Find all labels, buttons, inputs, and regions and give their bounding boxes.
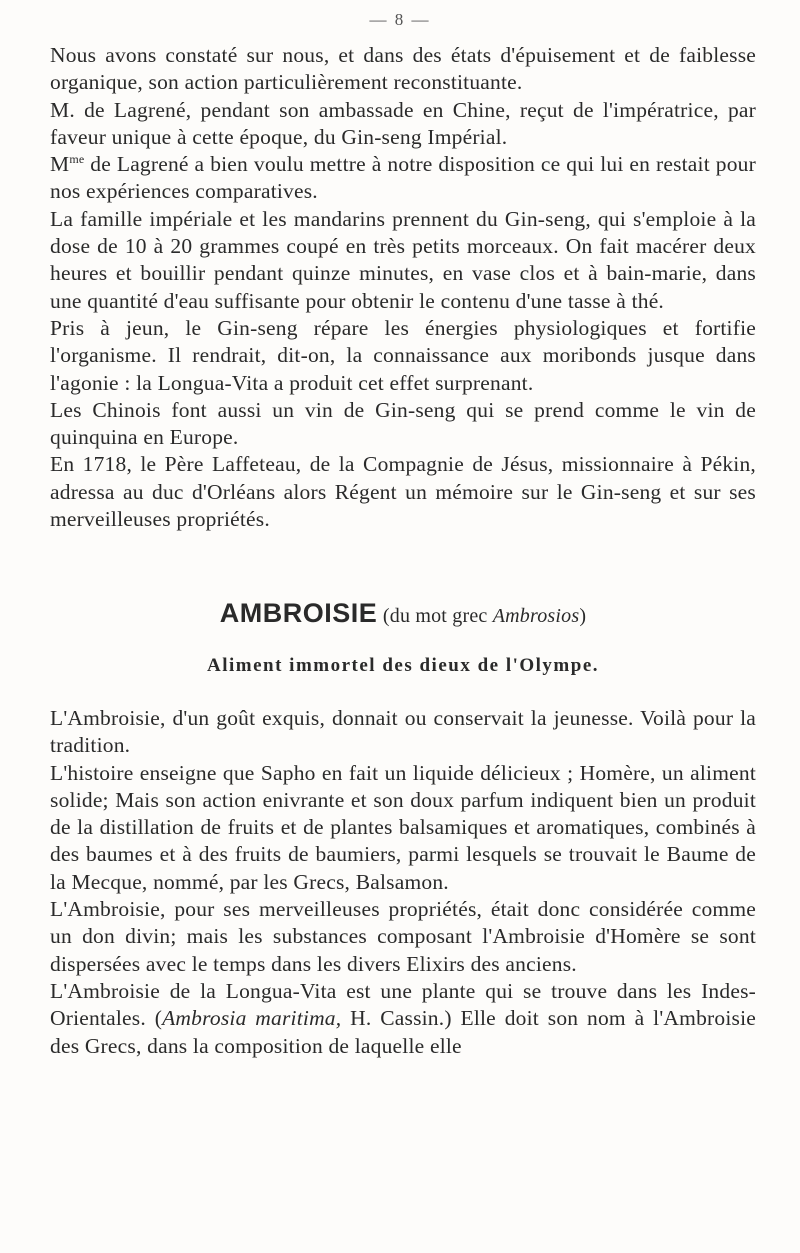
paragraph-3-text: de Lagrené a bien voulu mettre à notre disposition ce qui lui en restait pour nos expériences comparatives. (50, 152, 756, 204)
etymology-greek-word: Ambrosios (492, 605, 580, 628)
paragraph-6: Les Chinois font aussi un vin de Gin-seng qui se prend comme le vin de quinquina en Europe. (50, 397, 756, 450)
paragraph-5: Pris à jeun, le Gin-seng répare les énergies physiologiques et fortifie l'organisme. Il rendrait, dit-on, la connaissance aux moribonds jusque dans l'agonie : la Longua-Vita a produit cet effet surprenant. (50, 315, 756, 395)
paragraph-7: En 1718, le Père Laffeteau, de la Compagnie de Jésus, missionnaire à Pékin, adressa au duc d'Orléans alors Régent un mémoire sur le Gin-seng et sur ses merveilleuses propriétés. (50, 452, 756, 532)
paragraph-2: M. de Lagrené, pendant son ambassade en Chine, reçut de l'impératrice, par faveur unique à cette époque, du Gin-seng Impérial. (50, 97, 756, 149)
section-title: AMBROISIE (219, 598, 378, 629)
paragraph-4: La famille impériale et les mandarins prennent du Gin-seng, qui s'emploie à la dose de 10 à 20 grammes coupé en très petits morceaux. On fait macérer deux heures et bouillir pendant quinze minutes, en vase clos et à bain-marie, dans une quantité d'eau suffisante pour obtenir le contenu d'une tasse à thé. (50, 206, 756, 313)
mme-abbrev: M (50, 152, 70, 177)
species-name: Ambrosia maritima, (162, 1006, 342, 1031)
paragraph-9: L'histoire enseigne que Sapho en fait un liquide délicieux ; Homère, un aliment solide; Mais son action enivrante et son doux parfum indiquent bien un produit de la distillation de fruits et de plantes balsamiques et aromatiques, combinés à des baumes et à des fruits de baumiers, parmi lesquels se trouvait le Baume de la Mecque, nommé, par les Grecs, Balsamon. (50, 760, 756, 894)
heading-line (50, 600, 756, 630)
etymology-suffix: ) (579, 605, 587, 628)
etymology-prefix: (du mot grec (382, 605, 493, 628)
paragraph-11-suffix: H. Cassin.) Elle doit son nom à l'Ambroisie des Grecs, dans la composition de laquelle elle (50, 1006, 756, 1058)
title-etymology (383, 605, 586, 627)
page-number: — 8 — (369, 10, 431, 29)
page-body (50, 42, 756, 1060)
paragraph-11-prefix: L'Ambroisie de la Longua-Vita est une plante qui se trouve dans les Indes-Orientales. ( (50, 978, 756, 1031)
mme-superscript: me (69, 152, 85, 167)
paragraph-11 (50, 978, 756, 1060)
section-heading (50, 600, 756, 679)
paragraph-3 (50, 151, 756, 206)
section-subtitle: Aliment immortel des dieux de l'Olympe. (206, 654, 600, 676)
paragraph-10: L'Ambroisie, pour ses merveilleuses propriétés, était donc considérée comme un don divin; mais les substances composant l'Ambroisie d'Homère se sont dispersées avec le temps dans les divers Elixirs des anciens. (50, 897, 756, 976)
paragraph-8: L'Ambroisie, d'un goût exquis, donnait ou conservait la jeunesse. Voilà pour la tradition. (50, 705, 756, 758)
paragraph-1: Nous avons constaté sur nous, et dans des états d'épuisement et de faiblesse organique, son action particulièrement reconstituante. (50, 43, 756, 95)
